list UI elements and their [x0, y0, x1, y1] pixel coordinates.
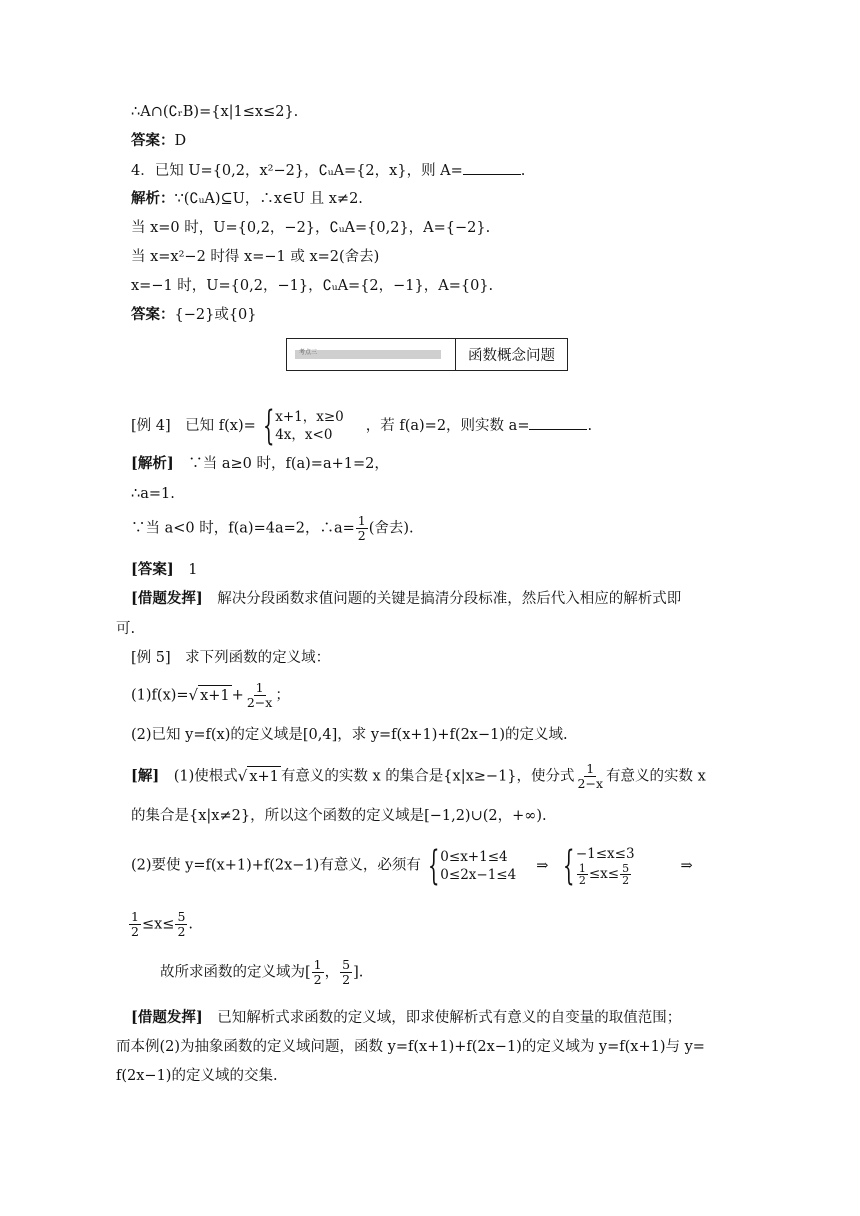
final-line: 故所求函数的定义域为[ $\frac{1}{2}$ ， $\frac{5}{2}$ ]. — [160, 957, 364, 987]
implies-arrow: ⇒ — [536, 857, 549, 874]
solution-label: [解] — [131, 767, 160, 785]
plus-sign: + — [231, 687, 244, 704]
example-end: . — [587, 418, 593, 434]
inequality-system-1: { 0≤x+1≤4 0≤2x−1≤4 — [427, 842, 517, 889]
text-line — [131, 189, 363, 209]
example-text-2: ，若 f(a)=2，则实数 a= — [365, 418, 530, 434]
problem-1 — [131, 681, 290, 710]
solution-text: 有意义的实数 x 的集合是{x|x≥−1}，使分式 — [280, 768, 575, 785]
text-line — [131, 454, 389, 474]
solution-text: 有意义的实数 x — [606, 768, 706, 785]
analysis-label: 解析： — [131, 190, 175, 207]
sqrt-expression: √ x+1 — [188, 686, 230, 704]
answer-blank — [529, 415, 587, 430]
tip-text: 已知解析式求函数的定义域，即求使解析式有意义的自变量的取值范围； — [202, 1010, 682, 1026]
answer-value: 1 — [173, 562, 198, 578]
analysis-text: ∵当 a<0 时，f(a)=4a=2，∴a= — [131, 520, 355, 537]
fraction: $\frac{1}{2-x}$ — [246, 680, 273, 710]
text-line: 可. — [116, 621, 136, 637]
solution-text: (1)使根式 — [159, 768, 238, 785]
text-line: ∴A∩(∁ᵣB)={x|1≤x≤2}. — [131, 104, 299, 120]
text-line — [131, 560, 197, 580]
tip-label: [借题发挥] — [131, 1009, 203, 1026]
solution-text: (2)要使 y=f(x+1)+f(2x−1)有意义，必须有 — [131, 857, 421, 874]
result-line: $\frac{1}{2}$ ≤x≤ $\frac{5}{2}$ . — [131, 909, 193, 939]
implies-arrow: ⇒ — [680, 857, 693, 874]
fraction: $\frac{5}{2}$ — [177, 909, 186, 939]
problem-text: (1)f(x)= — [131, 687, 189, 704]
section-tag-text: 考点三 — [299, 349, 318, 356]
answer-value: {−2}或{0} — [174, 307, 257, 323]
inequality-system-2: { −1≤x≤3 $\frac{1}{2}$ ≤x≤ $\frac{5}{2}$ — [563, 842, 635, 889]
question-end: . — [520, 163, 526, 179]
analysis-text-end: (舍去). — [368, 520, 414, 537]
answer-label: [答案] — [131, 561, 174, 578]
fraction: $\frac{1}{2}$ — [357, 513, 366, 543]
fraction: $\frac{5}{2}$ — [342, 957, 351, 987]
tip-text: 解决分段函数求值问题的关键是搞清分段标准，然后代入相应的解析式即 — [202, 591, 682, 607]
piecewise-system: { x+1，x≥0 4x，x<0 — [262, 403, 344, 449]
analysis-text: ∵当 a≥0 时，f(a)=a+1=2， — [173, 456, 389, 472]
text-line: 当 x=x²−2 时得 x=−1 或 x=2(舍去) — [131, 249, 380, 265]
problem-2: (2)已知 y=f(x)的定义域是[0,4]，求 y=f(x+1)+f(2x−1)的定义域. — [131, 727, 568, 743]
answer-label: 答案： — [131, 306, 175, 323]
text-line — [131, 305, 257, 325]
analysis-text: ∵(∁ᵤA)⊆U，∴x∈U 且 x≠2. — [174, 191, 363, 207]
section-title: 函数概念问题 — [455, 339, 567, 370]
example-5: [例 5] 求下列函数的定义域： — [131, 650, 331, 666]
fraction: $\frac{1}{2-x}$ — [577, 761, 604, 791]
text-line: ∴a=1. — [131, 486, 175, 502]
sqrt-expression: √ x+1 — [237, 767, 279, 785]
text-line: f(2x−1)的定义域的交集. — [116, 1068, 278, 1084]
section-title-box — [286, 338, 568, 371]
example-4 — [131, 403, 593, 449]
fraction: $\frac{1}{2}$ — [313, 957, 322, 987]
text-line: 的集合是{x|x≠2}，所以这个函数的定义域是[−1,2)∪(2，+∞). — [131, 808, 547, 824]
text-line: x=−1 时，U={0,2，−1}，∁ᵤA={2，−1}，A={0}. — [131, 278, 494, 294]
solution-line-2 — [131, 842, 693, 889]
question-4 — [131, 160, 525, 181]
fraction: $\frac{1}{2}$ — [131, 909, 139, 939]
question-text: 4．已知 U={0,2，x²−2}，∁ᵤA={2，x}，则 A= — [131, 163, 463, 179]
answer-value: D — [174, 133, 187, 149]
text-line — [131, 514, 414, 543]
problem-end: ； — [275, 687, 290, 704]
text-line: 而本例(2)为抽象函数的定义域问题，函数 y=f(x+1)+f(2x−1)的定义域为 y=f(x+1)与 y= — [116, 1039, 705, 1055]
example-text: [例 4] 已知 f(x)= — [131, 418, 256, 434]
text-line: 当 x=0 时，U={0,2，−2}，∁ᵤA={0,2}，A={−2}. — [131, 220, 491, 236]
piece-1: x+1，x≥0 — [275, 409, 344, 425]
analysis-label: [解析] — [131, 455, 174, 472]
answer-label: 答案： — [131, 132, 175, 149]
answer-blank — [463, 160, 521, 175]
text-line — [131, 589, 681, 609]
text-line — [131, 1008, 681, 1028]
text-line — [131, 131, 186, 151]
section-tag-bar — [295, 350, 441, 359]
solution-line — [131, 762, 706, 791]
section-tag — [287, 339, 455, 370]
tip-label: [借题发挥] — [131, 590, 203, 607]
piece-2: 4x，x<0 — [275, 427, 333, 443]
